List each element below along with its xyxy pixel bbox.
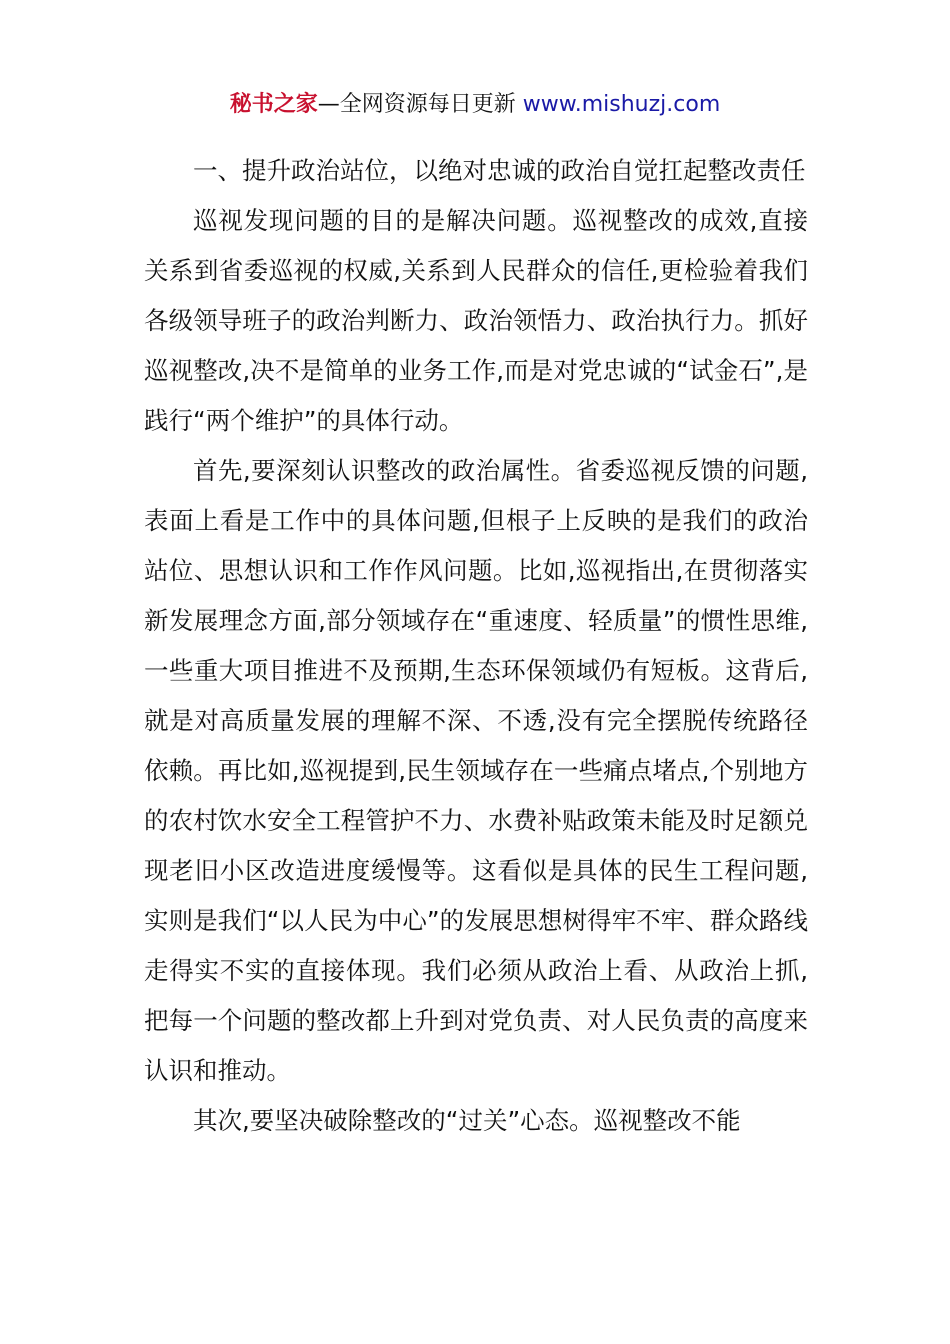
brand-name: 秘书之家 (229, 92, 318, 117)
paragraph-2: 首先,要深刻认识整改的政治属性。省委巡视反馈的问题,表面上看是工作中的具体问题,但根子上反映的是我们的政治站位、思想认识和工作作风问题。比如,巡视指出,在贯彻落实新发展理念方面,部分领域存在“重速度、轻质量”的惯性思维,一些重大项目推进不及预期,生态环保领域仍有短板。这背后,就是对高质量发展的理解不深、不透,没有完全摆脱传统路径依赖。再比如,巡视提到,民生领域存在一些痛点堵点,个别地方的农村饮水安全工程管护不力、水费补贴政策未能及时足额兑现老旧小区改造进度缓慢等。这看似是具体的民生工程问题,实则是我们“以人民为中心”的发展思想树得牢不牢、群众路线走得实不实的直接体现。我们必须从政治上看、从政治上抓,把每一个问题的整改都上升到对党负责、对人民负责的高度来认识和推动。 (144, 456, 808, 1085)
document-body (144, 146, 808, 1146)
site-url-link[interactable]: www.mishuzj.com (522, 92, 721, 117)
header-tagline: 全网资源每日更新 (339, 92, 523, 117)
site-header (0, 88, 950, 122)
header-separator: — (317, 92, 340, 117)
paragraph-1: 巡视发现问题的目的是解决问题。巡视整改的成效,直接关系到省委巡视的权威,关系到人民群众的信任,更检验着我们各级领导班子的政治判断力、政治领悟力、政治执行力。抓好巡视整改,决不是简单的业务工作,而是对党忠诚的“试金石”,是践行“两个维护”的具体行动。 (144, 206, 808, 435)
paragraph-3: 其次,要坚决破除整改的“过关”心态。巡视整改不能 (193, 1106, 741, 1135)
section-heading: 一、提升政治站位，以绝对忠诚的政治自觉扛起整改责任 (193, 156, 806, 185)
